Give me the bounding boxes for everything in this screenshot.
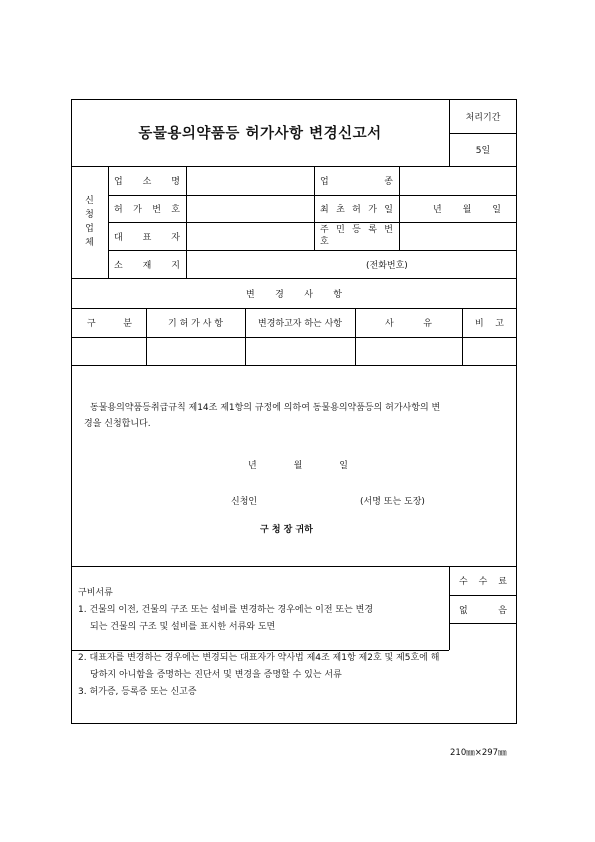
signature-note: (서명 또는 도장) bbox=[360, 496, 425, 507]
rule-fee-bottom bbox=[449, 623, 517, 624]
rule-changes-bottom bbox=[71, 365, 517, 366]
cell-existing[interactable] bbox=[146, 337, 245, 365]
address-label: 소 재 지 bbox=[114, 260, 180, 271]
paper-size-note: 210㎜×297㎜ bbox=[450, 748, 507, 758]
documents-item-2-line-2: 당하지 아니함을 증명하는 진단서 및 변경을 증명할 수 있는 서류 bbox=[90, 670, 342, 680]
processing-period-label: 처리기간 bbox=[465, 112, 501, 123]
statement-date: 년 월 일 bbox=[248, 460, 348, 471]
col-existing: 기 허 가 사 항 bbox=[168, 319, 223, 329]
documents-item-3: 3. 허가증, 등록증 또는 신고증 bbox=[78, 687, 197, 697]
fee-value: 없 음 bbox=[459, 605, 507, 616]
cell-category[interactable] bbox=[71, 337, 146, 365]
business-type-label: 업 종 bbox=[320, 177, 393, 187]
resident-number-field[interactable] bbox=[399, 222, 517, 250]
business-name-field[interactable] bbox=[186, 166, 314, 195]
address-field[interactable] bbox=[186, 250, 517, 278]
phone-label: (전화번호) bbox=[366, 260, 408, 271]
applicant-group-label: 신 청 업 체 bbox=[85, 196, 94, 248]
addressee: 구 청 장 귀하 bbox=[260, 524, 313, 535]
first-license-date-label: 최 초 허 가 일 bbox=[320, 205, 393, 215]
col-category: 구 분 bbox=[87, 319, 132, 329]
documents-item-1-line-1: 1. 건물의 이전, 건물의 구조 또는 설비를 변경하는 경우에는 이전 또는 변경 bbox=[78, 605, 374, 615]
documents-heading: 구비서류 bbox=[78, 588, 113, 598]
changes-header: 변 경 사 항 bbox=[246, 289, 342, 300]
processing-period-value: 5일 bbox=[475, 146, 491, 156]
documents-item-1-line-2: 되는 건물의 구조 및 설비를 표시한 서류와 도면 bbox=[90, 622, 276, 632]
cell-new[interactable] bbox=[245, 337, 355, 365]
documents-item-2-line-1: 2. 대표자를 변경하는 경우에는 변경되는 대표자가 약사법 제4조 제1항 제2호 및 제5호에 해 bbox=[78, 653, 440, 663]
license-number-field[interactable] bbox=[186, 195, 314, 222]
col-note: 비 고 bbox=[475, 319, 504, 329]
cell-note[interactable] bbox=[462, 337, 517, 365]
statement-line-2: 경을 신청합니다. bbox=[84, 419, 151, 429]
col-reason: 사 유 bbox=[385, 319, 432, 329]
statement-line-1: 동물용의약품등취급규칙 제14조 제1항의 규정에 의하여 동물용의약품등의 허가사항의 변 bbox=[90, 403, 441, 413]
license-number-label: 허 가 번 호 bbox=[114, 205, 180, 215]
cell-reason[interactable] bbox=[355, 337, 462, 365]
col-new: 변경하고자 하는 사항 bbox=[258, 319, 342, 329]
first-license-date-field[interactable]: 년 월 일 bbox=[433, 205, 501, 215]
business-type-field[interactable] bbox=[399, 166, 517, 195]
business-name-label: 업 소 명 bbox=[114, 177, 180, 187]
representative-label: 대 표 자 bbox=[114, 232, 180, 243]
resident-number-label: 주 민 등 록 번 호 bbox=[320, 225, 393, 247]
form-title: 동물용의약품등 허가사항 변경신고서 bbox=[138, 126, 382, 142]
applicant-sign-label: 신청인 bbox=[231, 496, 258, 507]
fee-label: 수 수 료 bbox=[459, 577, 507, 587]
representative-field[interactable] bbox=[186, 222, 314, 250]
